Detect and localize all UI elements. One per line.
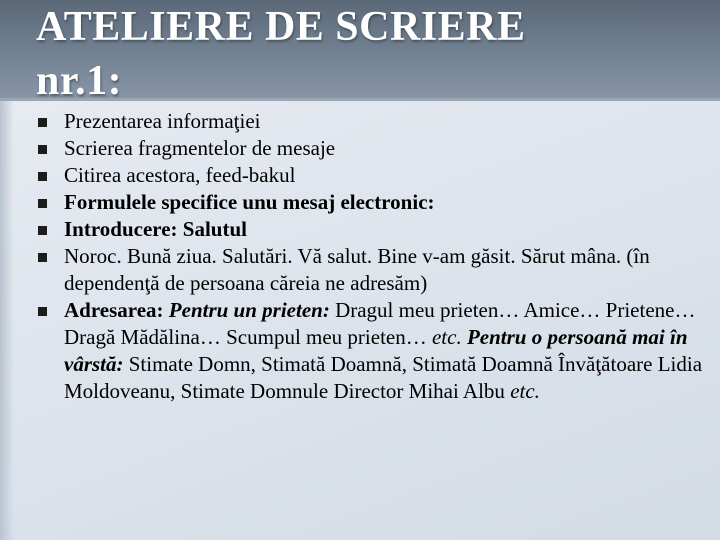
bullet-text: Scrierea fragmentelor de mesaje: [64, 136, 336, 160]
bullet-text: Introducere: Salutul: [64, 217, 247, 241]
bullet-list: [36, 108, 702, 405]
bullet-text: Prezentarea informaţiei: [64, 109, 261, 133]
square-bullet-icon: [38, 226, 47, 235]
square-bullet-icon: [38, 172, 47, 181]
square-bullet-icon: [38, 145, 47, 154]
title-line-2: nr.1:: [36, 58, 123, 104]
bullet-item: [36, 108, 702, 135]
square-bullet-icon: [38, 199, 47, 208]
bullet-text: Citirea acestora, feed-bakul: [64, 163, 296, 187]
bullet-item: [36, 135, 702, 162]
title-line-1: ATELIERE DE SCRIERE: [36, 4, 526, 50]
friend-examples: Dragul meu prieten… Amice… Prietene… Dragă Mădălina… Scumpul meu prieten…: [64, 298, 696, 349]
etc-text: etc.: [504, 379, 540, 403]
friend-label: Pentru un prieten:: [163, 298, 330, 322]
bullet-text: Noroc. Bună ziua. Salutări. Vă salut. Bine v-am găsit. Sărut mâna. (în dependenţă de persoana căreia ne adresăm): [64, 244, 650, 295]
elder-examples: Stimate Domn, Stimată Doamnă, Stimată Doamnă Învăţătoare Lidia Moldoveanu, Stimate Domnule Director Mihai Albu: [64, 352, 703, 403]
bullet-item: [36, 297, 702, 405]
address-label: Adresarea:: [64, 298, 164, 322]
bullet-item: [36, 216, 702, 243]
bullet-item: [36, 162, 702, 189]
bullet-item: [36, 189, 702, 216]
square-bullet-icon: [38, 307, 47, 316]
bullet-text: Formulele specifice unu mesaj electronic:: [64, 190, 435, 214]
bullet-item: [36, 243, 702, 297]
square-bullet-icon: [38, 253, 47, 262]
etc-text: etc.: [426, 325, 462, 349]
square-bullet-icon: [38, 118, 47, 127]
elder-label: Pentru o persoană mai în vârstă:: [64, 325, 688, 376]
slide-title: [36, 0, 696, 108]
